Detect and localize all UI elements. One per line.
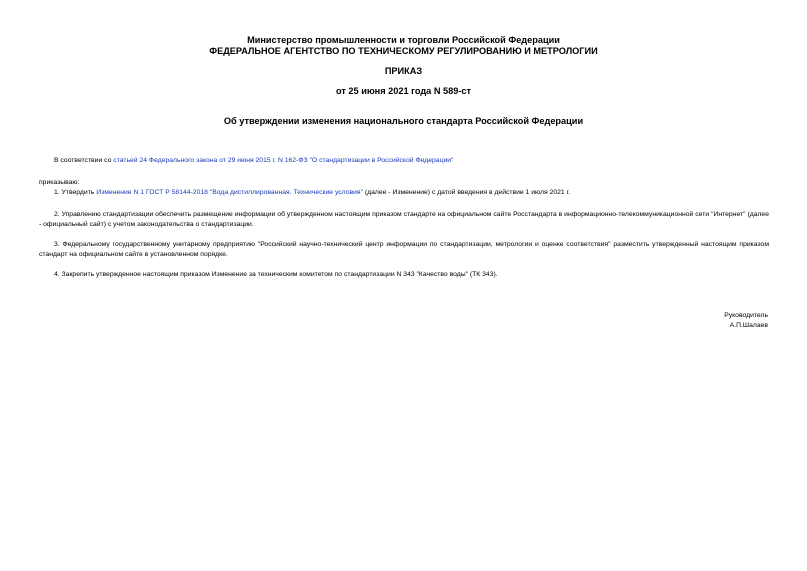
item-1-paragraph: [39, 188, 769, 198]
standard-amendment-link[interactable]: Изменение N 1 ГОСТ Р 58144-2018 "Вода дистиллированная. Технические условия": [96, 189, 363, 196]
signature-name: А.П.Шалаев: [729, 322, 768, 329]
item-2-paragraph: [39, 210, 769, 230]
item-3-paragraph: [39, 240, 769, 260]
item-1-suffix: (далее - Изменение) с датой введения в действие 1 июля 2021 г.: [363, 189, 571, 196]
item-4-paragraph: [39, 270, 769, 280]
intro-prefix: В соответствии со: [54, 157, 114, 164]
item-4-text: 4. Закрепить утвержденное настоящим приказом Изменение за техническим комитетом по стандартизации N 343 "Качество воды" (ТК 343).: [54, 271, 498, 278]
orders-paragraph: [39, 178, 769, 188]
ministry-title: Министерство промышленности и торговли Российской Федерации: [247, 35, 560, 45]
item-2-text: 2. Управлению стандартизации обеспечить размещение информации об утвержденном настоящим приказом стандарте на официальном сайте Росстандарта в информационно-телекоммуникационной сети "Интернет" (далее - официальный сайт) с учетом законодательства о стандартизации.: [39, 211, 769, 228]
signature-role: Руководитель: [724, 312, 768, 319]
orders-text: приказываю:: [39, 179, 80, 186]
law-link[interactable]: статьей 24 Федерального закона от 29 июня 2015 г. N 162-ФЗ "О стандартизации в Российской Федерации": [113, 157, 454, 164]
document-date-number: от 25 июня 2021 года N 589-ст: [335, 86, 472, 96]
document-type: ПРИКАЗ: [384, 66, 423, 76]
document-subject: Об утверждении изменения национального стандарта Российской Федерации: [223, 116, 584, 126]
item-3-text: 3. Федеральному государственному унитарному предприятию "Российский научно-технический центр информации по стандартизации, метрологии и оценке соответствия" разместить утвержденный настоящим приказом стандарт на официальном сайте в установленном порядке.: [39, 241, 769, 258]
intro-paragraph: [39, 156, 769, 166]
agency-title: ФЕДЕРАЛЬНОЕ АГЕНТСТВО ПО ТЕХНИЧЕСКОМУ РЕГУЛИРОВАНИЮ И МЕТРОЛОГИИ: [209, 46, 598, 56]
item-1-prefix: 1. Утвердить: [54, 189, 97, 196]
